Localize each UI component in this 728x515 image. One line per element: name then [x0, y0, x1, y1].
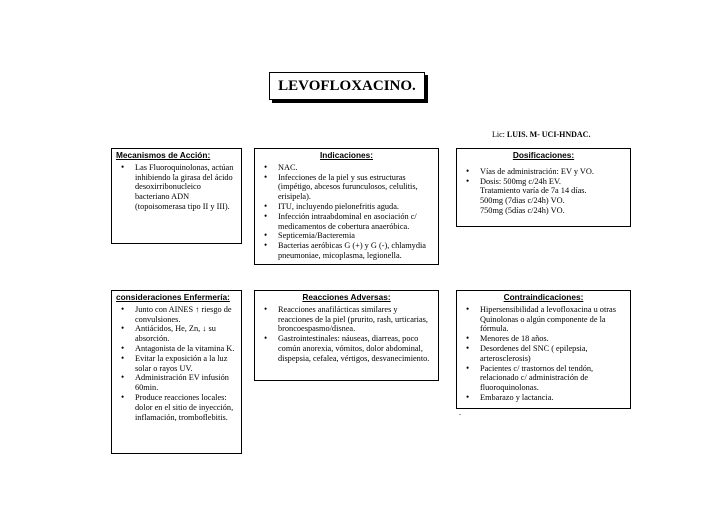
consideraciones-box	[111, 290, 242, 454]
list-item: • Reacciones anafilácticas similares y reacciones de la piel (prurito, rash, urticarias, broncoespasmo/disnea.	[259, 305, 434, 334]
dosificaciones-box	[456, 148, 631, 227]
indicaciones-title: Indicaciones:	[319, 150, 374, 160]
page-title: LEVOFLOXACINO.	[269, 72, 425, 100]
mecanismos-box	[111, 148, 242, 244]
author-line	[492, 130, 590, 139]
author-name: LUIS. M- UCI-HNDAC.	[506, 130, 591, 139]
list-item: • Junto con AINES ↑ riesgo de convulsiones.	[116, 305, 237, 325]
contraindicaciones-list	[461, 305, 626, 403]
list-item: • Evitar la exposición a la luz solar o rayos UV.	[116, 354, 237, 374]
list-item: • Gastrointestinales: náuseas, diarreas, poco común anorexia, vómitos, dolor abdominal, dispepsia, cefalea, vértigos, desvanecimiento.	[259, 334, 434, 363]
reacciones-box	[254, 290, 439, 381]
mecanismos-list	[116, 163, 237, 212]
dosificaciones-title: Dosificaciones:	[512, 150, 575, 160]
list-item: • Desordenes del SNC ( epilepsia, arterosclerosis)	[461, 344, 626, 364]
contraindicaciones-title: Contraindicaciones:	[503, 292, 584, 302]
footer-mark: .	[459, 408, 461, 417]
list-item: • Infección intraabdominal en asociación c/ medicamentos de cobertura anaeróbica.	[259, 212, 434, 232]
indicaciones-list	[259, 163, 434, 261]
list-item: • Bacterias aeróbicas G (+) y G (-), chlamydia pneumoniae, micoplasma, legionella.	[259, 241, 434, 261]
dosis-detail: Tratamiento varía de 7a 14 días.	[480, 186, 587, 196]
list-item: • ITU, incluyendo pielonefritis aguda.	[259, 202, 434, 212]
list-item: • Las Fluoroquinolonas, actúan inhibiendo la girasa del ácido desoxirribonucleico bacteriano ADN (topoisomerasa tipo II y III).	[116, 163, 237, 212]
list-item: • NAC.	[259, 163, 434, 173]
list-item: • Hipersensibilidad a levofloxacina u otras Quinolonas o algún componente de la fórmula.	[461, 305, 626, 334]
reacciones-title: Reacciones Adversas:	[302, 292, 391, 302]
mecanismos-title: Mecanismos de Acción:	[116, 150, 211, 160]
author-prefix: Lic:	[492, 130, 505, 139]
list-item: • Administración EV infusión 60min.	[116, 373, 237, 393]
list-item: • Infecciones de la piel y sus estructuras (impétigo, abcesos furunculosos, celulitis, erisipela).	[259, 173, 434, 202]
dosificaciones-list	[461, 167, 626, 187]
list-item: • Embarazo y lactancia.	[461, 393, 626, 403]
indicaciones-box	[254, 148, 439, 265]
list-item: • Septicemia/Bacteremia	[259, 231, 434, 241]
list-item: • Dosis: 500mg c/24h EV.	[461, 177, 626, 187]
list-item: • Antagonista de la vitamina K.	[116, 344, 237, 354]
dosis-detail: 500mg (7dias c/24h) VO.	[480, 196, 565, 206]
list-item: • Produce reacciones locales: dolor en el sitio de inyección, inflamación, tromboflebitis.	[116, 393, 237, 422]
list-item: • Menores de 18 años.	[461, 334, 626, 344]
dosis-detail: 750mg (5días c/24h) VO.	[480, 205, 565, 215]
reacciones-list	[259, 305, 434, 364]
consideraciones-list	[116, 305, 237, 423]
consideraciones-title: consideraciones Enfermería:	[116, 292, 230, 302]
list-item: • Pacientes c/ trastornos del tendón, relacionado c/ administración de fluoroquinolonas.	[461, 364, 626, 393]
list-item: • Vías de administración: EV y VO.	[461, 167, 626, 177]
contraindicaciones-box	[456, 290, 631, 409]
list-item: • Antiácidos, He, Zn, ↓ su absorción.	[116, 324, 237, 344]
